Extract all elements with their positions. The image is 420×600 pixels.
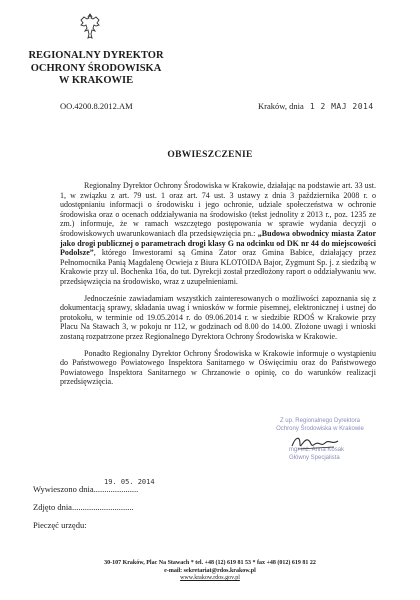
document-title: OBWIESZCZENIE bbox=[167, 150, 253, 160]
posted-label: Wywieszono dnia bbox=[33, 484, 94, 494]
issuer-line-3: W KRAKOWIE bbox=[58, 75, 134, 86]
paragraph-3: Ponadto Regionalny Dyrektor Ochrony Środowiska w Krakowie informuje o wystąpieniu do Państwowego Powiatowego Inspektora Sanitarnego w Oświęcimiu oraz do Państwowego Powiatowego Inspektora Sanitarnego w Chrzanowie o opinię, co do warunków realizacji przedsięwzięcia. bbox=[60, 348, 376, 387]
footer-email[interactable]: e-mail: sekretariat@rdos.krakow.pl bbox=[164, 567, 256, 574]
stamp-name: mgr inż. Anna Kosak bbox=[289, 447, 345, 453]
seal-row bbox=[33, 516, 138, 534]
date-stamp: 1 2 MAJ 2014 bbox=[309, 102, 374, 111]
document-body bbox=[60, 181, 376, 394]
issuer-line-2: OCHRONY ŚRODOWISKA bbox=[30, 62, 162, 74]
posted-row: Wywieszono dnia..................... bbox=[33, 484, 139, 494]
posted-date-handwritten: 19. 05. 2014 bbox=[104, 478, 155, 486]
eagle-emblem-icon bbox=[79, 12, 101, 40]
project-name: „Budowa obwodnicy miasta Zator jako drogi publicznej o parametrach drogi klasy G na odcinku od DK nr 44 do miejscowości Podolsze” bbox=[60, 228, 377, 258]
reference-number: OO.4200.8.2012.AM bbox=[60, 101, 133, 111]
paragraph-1 bbox=[60, 181, 376, 287]
place-date bbox=[258, 101, 374, 111]
paragraph-1-text-a: Regionalny Dyrektor Ochrony Środowiska w Krakowie, działając na podstawie art. 33 ust. 1, w związku z art. 79 ust. 1 oraz art. 74 ust. 3 ustawy z dnia 3 października 2008 r. o udostępnianiu informacji o środowisku i jego ochronie, udziale społeczeństwa w ochronie środowiska oraz o ocenach oddziaływania na środowisko (tekst jednolity z 2013 r., poz. 1235 ze zm.) informuje, że w ramach wszczętego postępowania w sprawie wydania decyzji o środowiskowych uwarunkowaniach dla przedsięwzięcia pn.: bbox=[60, 181, 376, 238]
footer-address: 30-107 Kraków, Plac Na Stawach * tel. +48 (12) 619 81 53 * fax +48 (012) 619 81 22 bbox=[104, 560, 316, 566]
paragraph-2: Jednocześnie zawiadamiam wszystkich zainteresowanych o możliwości zapoznania się z dokumentacją sprawy, składania uwag i wniosków w formie pisemnej, elektronicznej i ustnej do protokołu, w terminie od 19.05.2014 r. do 09.06.2014 r. w siedzibie RDOŚ w Krakowie przy Placu Na Stawach 3, w pokoju nr 112, w godzinach od 8.00 do 14.00. Złożone uwagi i wnioski zostaną rozpatrzone przez Regionalnego Dyrektora Ochrony Środowiska w Krakowie. bbox=[60, 293, 376, 341]
removed-row: Zdjęto dnia............................. bbox=[33, 502, 134, 512]
footer bbox=[0, 560, 420, 583]
posting-record bbox=[33, 480, 138, 534]
stamp-line-2: Ochrony Środowiska w Krakowie bbox=[276, 425, 364, 432]
issuer-line-1: REGIONALNY DYREKTOR bbox=[28, 50, 164, 61]
handwritten-signature bbox=[288, 432, 348, 454]
stamp-line-1: Z up. Regionalnego Dyrektora bbox=[279, 418, 361, 424]
place-date-label: Kraków, dnia bbox=[258, 101, 304, 111]
stamp-role: Główny Specjalista bbox=[289, 454, 340, 461]
footer-website-link[interactable]: www.krakow.rdos.gov.pl bbox=[180, 575, 240, 581]
removed-label: Zdjęto dnia bbox=[33, 502, 72, 512]
seal-label: Pieczęć urzędu: bbox=[33, 520, 87, 530]
paragraph-1-text-b: , którego Inwestorami są Gmina Zator oraz Gmina Babice, działający przez Pełnomocnika Panią Magdalenę Ocwieja z Biura KLOTOIDA Bajor, Zygmunt Sp. j. z siedzibą w Krakowie przy ul. Bochenka 16a, do tut. Dyrekcji został przedłożony raport o oddziaływaniu ww. przedsięwzięcia na środowisko, wraz z uzupełnieniami. bbox=[60, 248, 376, 286]
issuer-header bbox=[26, 50, 166, 88]
